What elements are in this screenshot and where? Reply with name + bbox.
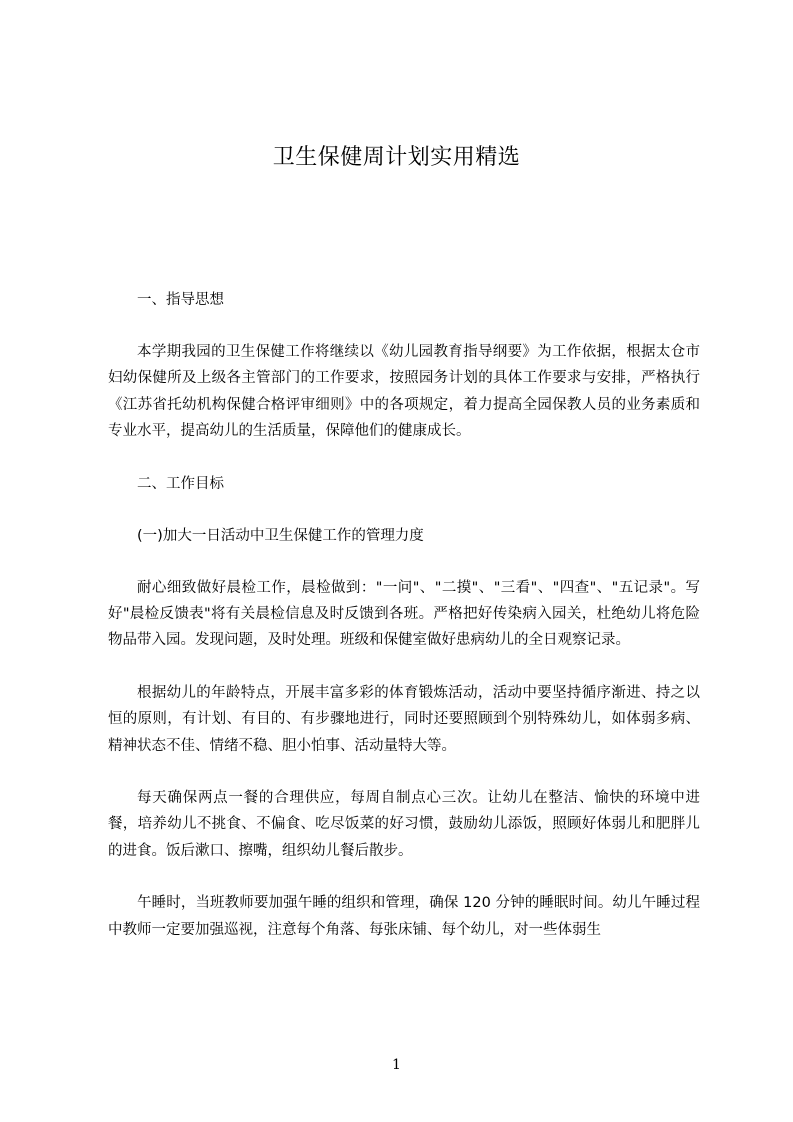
section-heading-guiding-thought: 一、指导思想	[137, 292, 224, 308]
document-title: 卫生保健周计划实用精选	[272, 145, 521, 170]
subsection-heading-daily-management: (一)加大一日活动中卫生保健工作的管理力度	[137, 527, 424, 544]
page-number: 1	[392, 1057, 401, 1073]
paragraph-guiding-thought: 本学期我园的卫生保健工作将继续以《幼儿园教育指导纲要》为工作依据，根据太仓市妇幼保健所及上级各主管部门的工作要求，按照园务计划的具体工作要求与安排，严格执行《江苏省托幼机构保健合格评审细则》中的各项规定，着力提高全园保教人员的业务素质和专业水平，提高幼儿的生活质量，保障他们的健康成长。	[108, 344, 700, 440]
section-heading-work-goals: 二、工作目标	[137, 475, 224, 492]
document-body	[108, 287, 700, 969]
paragraph-meals: 每天确保两点一餐的合理供应，每周自制点心三次。让幼儿在整洁、愉快的环境中进餐，培养幼儿不挑食、不偏食、吃尽饭菜的好习惯，鼓励幼儿添饭，照顾好体弱儿和肥胖儿的进食。饭后漱口、擦嘴，组织幼儿餐后散步。	[108, 790, 700, 859]
paragraph-morning-check: 耐心细致做好晨检工作，晨检做到："一问"、"二摸"、"三看"、"四查"、"五记录"。写好"晨检反馈表"将有关晨检信息及时反馈到各班。严格把好传染病入园关，杜绝幼儿将危险物品带入园。发现问题，及时处理。班级和保健室做好患病幼儿的全日观察记录。	[108, 579, 700, 649]
paragraph-physical-exercise: 根据幼儿的年龄特点，开展丰富多彩的体育锻炼活动，活动中要坚持循序渐进、持之以恒的原则，有计划、有目的、有步骤地进行，同时还要照顾到个别特殊幼儿，如体弱多病、精神状态不佳、情绪不稳、胆小怕事、活动量特大等。	[108, 684, 700, 754]
paragraph-nap-time: 午睡时，当班教师要加强午睡的组织和管理，确保 120 分钟的睡眠时间。幼儿午睡过程中教师一定要加强巡视，注意每个角落、每张床铺、每个幼儿，对一些体弱生	[108, 895, 700, 938]
